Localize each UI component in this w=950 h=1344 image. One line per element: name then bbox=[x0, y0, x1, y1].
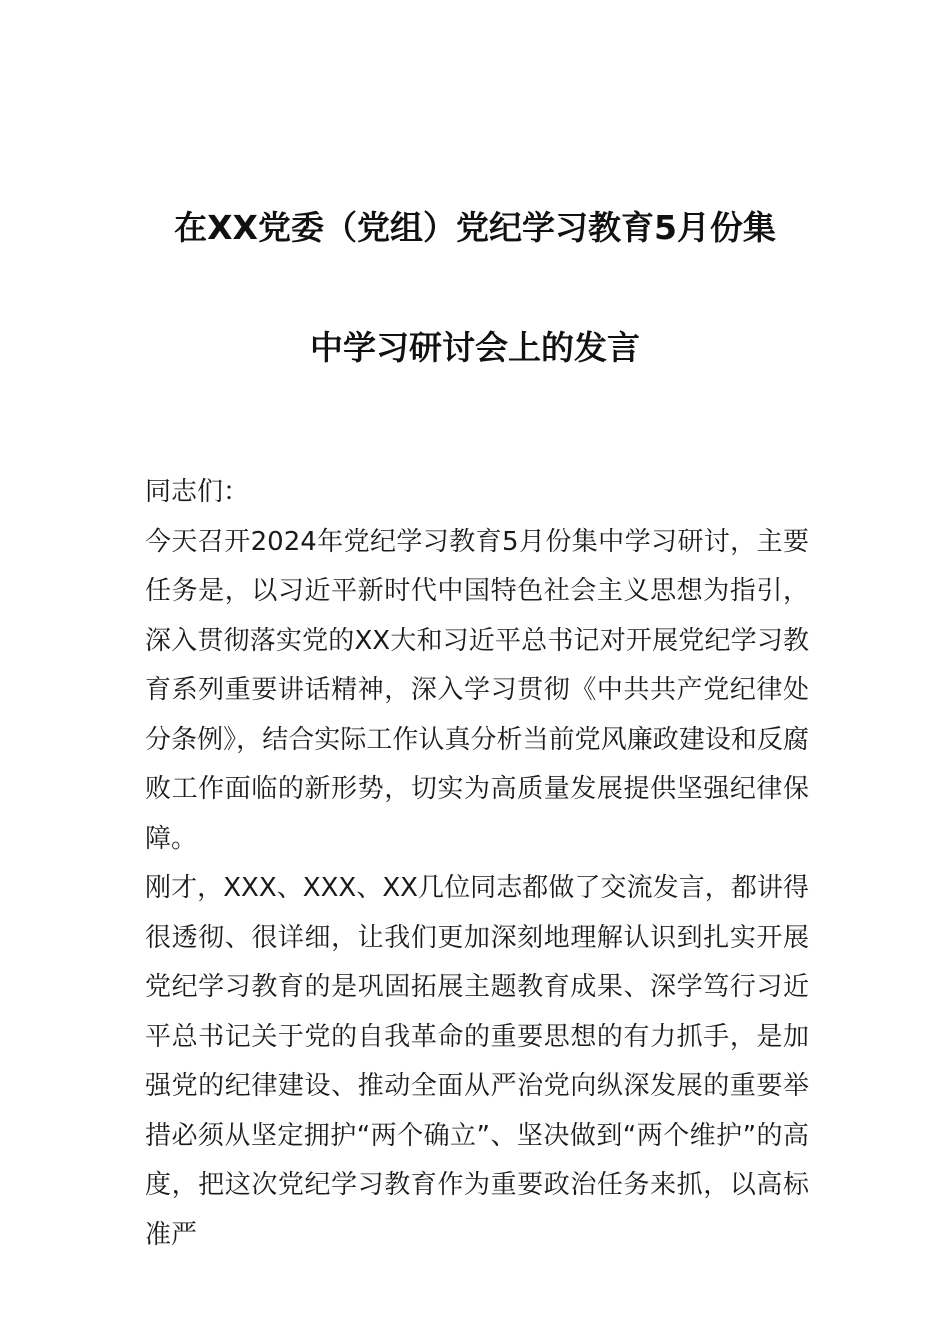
salutation: 同志们： bbox=[145, 477, 250, 507]
document-title-line-1: 在XX党委（党组）党纪学习教育5月份集 bbox=[174, 208, 776, 247]
paragraph-1: 今天召开2024年党纪学习教育5月份集中学习研讨，主要任务是，以习近平新时代中国特色社会主义思想为指引，深入贯彻落实党的XX大和习近平总书记对开展党纪学习教育系列重要讲话精神，深入学习贯彻《中共共产党纪律处分条例》，结合实际工作认真分析当前党风廉政建设和反腐败工作面临的新形势，切实为高质量发展提供坚强纪律保障。 bbox=[145, 526, 809, 854]
paragraph-2: 刚才，XXX、XXX、XX几位同志都做了交流发言，都讲得很透彻、很详细，让我们更加深刻地理解认识到扎实开展党纪学习教育的是巩固拓展主题教育成果、深学笃行习近平总书记关于党的自我革命的重要思想的有力抓手，是加强党的纪律建设、推动全面从严治党向纵深发展的重要举措必须从坚定拥护“两个确立”、坚决做到“两个维护”的高度，把这次党纪学习教育作为重要政治任务来抓，以高标准严 bbox=[145, 873, 809, 1250]
document-title-line-2: 中学习研讨会上的发言 bbox=[310, 328, 640, 367]
document-body bbox=[145, 468, 809, 1260]
